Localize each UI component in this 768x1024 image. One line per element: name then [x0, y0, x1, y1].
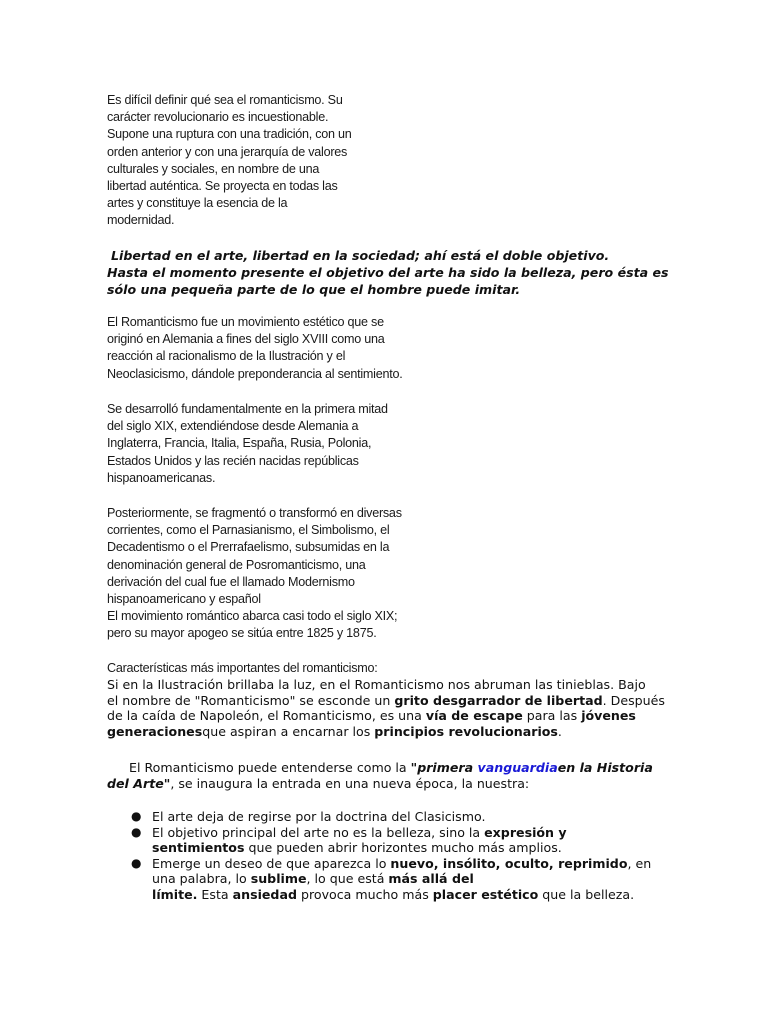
text-line: El Romanticismo fue un movimiento estético que se: [107, 315, 384, 329]
text-line: [107, 760, 707, 776]
text-line: carácter revolucionario es incuestionable.: [107, 110, 329, 125]
spread-paragraph: [107, 401, 427, 487]
text-run: . Después: [602, 692, 665, 708]
heading-text: Características más importantes del romanticismo:: [107, 661, 378, 675]
text-run: para las: [522, 708, 582, 724]
later-paragraph: [107, 505, 437, 643]
bold-run: ansiedad: [232, 886, 297, 902]
bold-run: nuevo, insólito, oculto, reprimido: [390, 855, 628, 871]
bold-italic-run: en la Historia: [557, 760, 653, 775]
bold-italic-run: del Arte": [107, 775, 171, 791]
text-run: el nombre de "Romanticismo" se esconde un: [107, 692, 395, 708]
bold-run: placer estético: [432, 886, 539, 902]
text-run: Esta: [197, 886, 233, 902]
text-line: reacción al racionalismo de la Ilustración y el: [107, 349, 346, 364]
text-line: hispanoamericano y español: [107, 592, 261, 607]
vanguard-paragraph: [107, 760, 707, 791]
text-run: provoca mucho más: [296, 886, 433, 902]
text-run: , lo que está: [306, 871, 389, 887]
characteristics-heading: [107, 660, 467, 677]
text-line: Decadentismo o el Prerrafaelismo, subsumidas en la: [107, 540, 390, 555]
bold-run: jóvenes: [581, 708, 636, 724]
text-line: Si en la Ilustración brillaba la luz, en el Romanticismo nos abruman las tinieblas. Bajo: [107, 677, 646, 692]
text-line: artes y constituye la esencia de la: [107, 196, 288, 211]
bold-run: grito desgarrador de libertad: [394, 692, 603, 708]
text-line: hispanoamericanas.: [107, 470, 216, 485]
text-line: Supone una ruptura con una tradición, con un: [107, 127, 352, 142]
text-run: , se inaugura la entrada en una nueva época, la nuestra:: [170, 775, 530, 791]
list-item: [107, 856, 667, 903]
text-line: pero su mayor apogeo se sitúa entre 1825 y 1875.: [107, 626, 377, 641]
text-run: que la belleza.: [538, 886, 635, 902]
text-line: Neoclasicismo, dándole preponderancia al sentimiento.: [107, 366, 403, 381]
text-line: modernidad.: [107, 213, 175, 228]
bullet-icon: ●: [131, 824, 142, 839]
text-line: denominación general de Posromanticismo, una: [107, 557, 366, 572]
text-line: libertad auténtica. Se proyecta en todas las: [107, 179, 338, 194]
bold-run: límite.: [152, 886, 198, 902]
text-line: Es difícil definir qué sea el romanticismo. Su: [107, 93, 343, 107]
text-line: Inglaterra, Francia, Italia, España, Rusia, Polonia,: [107, 436, 372, 451]
text-line: originó en Alemania a fines del siglo XVIII como una: [107, 332, 385, 347]
text-run: .: [557, 723, 562, 739]
text-line: orden anterior y con una jerarquía de valores: [107, 144, 348, 159]
quote-line: Libertad en el arte, libertad en la sociedad; ahí está el doble objetivo.: [111, 248, 610, 263]
vanguardia-link[interactable]: vanguardia: [477, 760, 558, 775]
text-line: [107, 724, 707, 740]
bold-run: principios revolucionarios: [374, 723, 558, 739]
text-run: , en: [627, 855, 652, 871]
text-line: [107, 708, 707, 724]
bold-italic-run: "primera: [410, 760, 478, 775]
bullet-icon: ●: [131, 809, 142, 823]
bold-run: expresión y: [484, 824, 567, 840]
text-line: culturales y sociales, en nombre de una: [107, 161, 320, 176]
text-line: [107, 693, 707, 709]
list-item: [107, 809, 667, 825]
bold-run: sublime: [250, 871, 307, 887]
text-line: del siglo XIX, extendiéndose desde Alemania a: [107, 419, 359, 434]
text-line: Estados Unidos y las recién nacidas repúblicas: [107, 453, 359, 468]
origin-paragraph: [107, 314, 427, 383]
text-run: de la caída de Napoleón, el Romanticismo, es una: [107, 708, 426, 724]
bullet-icon: ●: [131, 855, 142, 870]
bold-run: generaciones: [107, 723, 203, 739]
intro-paragraph: [107, 92, 407, 230]
text-line: Se desarrolló fundamentalmente en la primera mitad: [107, 402, 388, 416]
text-line: corrientes, como el Parnasianismo, el Simbolismo, el: [107, 523, 390, 538]
text-run: El objetivo principal del arte no es la belleza, sino la: [152, 824, 485, 840]
quote-paragraph: [107, 247, 707, 298]
quote-line: sólo una pequeña parte de lo que el hombre puede imitar.: [107, 282, 521, 297]
text-run: El arte deja de regirse por la doctrina del Clasicismo.: [152, 809, 486, 824]
bold-run: vía de escape: [425, 708, 523, 724]
characteristics-list: [107, 809, 667, 903]
quote-line: Hasta el momento presente el objetivo del arte ha sido la belleza, pero ésta es: [107, 265, 669, 280]
text-run: una palabra, lo: [152, 871, 251, 887]
characteristics-paragraph: [107, 677, 707, 739]
text-line: El movimiento romántico abarca casi todo el siglo XIX;: [107, 609, 398, 624]
text-line: Posteriormente, se fragmentó o transformó en diversas: [107, 506, 402, 520]
text-run: Emerge un deseo de que aparezca lo: [152, 855, 391, 871]
list-item: [107, 825, 667, 856]
text-run: que pueden abrir horizontes mucho más amplios.: [244, 840, 562, 856]
text-run: que aspiran a encarnar los: [202, 723, 375, 739]
text-run: El Romanticismo puede entenderse como la: [129, 760, 411, 775]
text-line: derivación del cual fue el llamado Modernismo: [107, 574, 355, 589]
text-line: [107, 776, 707, 792]
bold-run: más allá del: [388, 871, 474, 887]
bold-run: sentimientos: [152, 840, 245, 856]
